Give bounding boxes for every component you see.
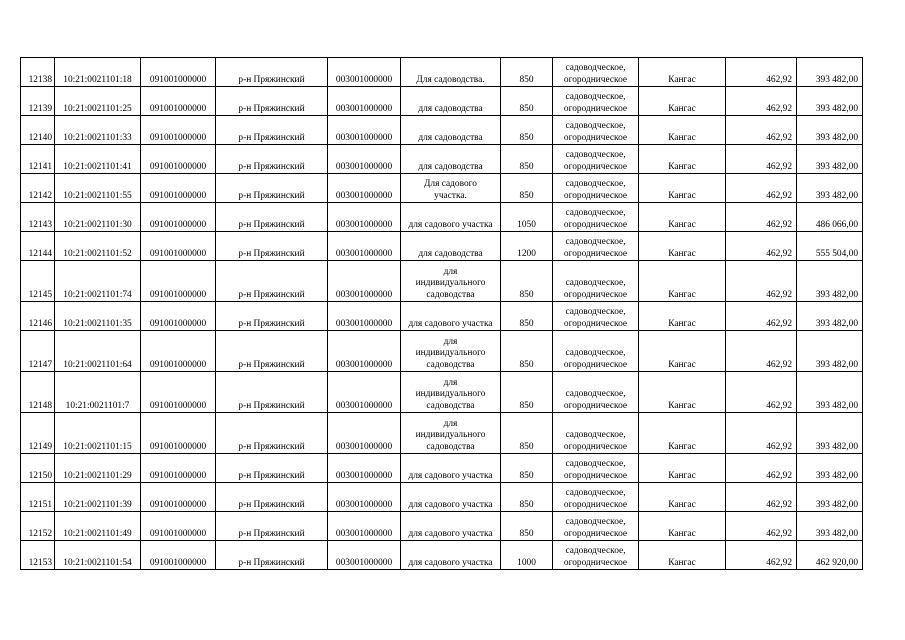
use-category-line: садоводческое, — [565, 389, 626, 399]
row-number: 12138 — [21, 58, 55, 87]
specific-value: 462,92 — [726, 331, 797, 372]
cadastral-number: 10:21:0021101:29 — [55, 454, 141, 483]
permitted-use-line: индивидуального — [415, 278, 486, 288]
okato-code: 091001000000 — [141, 203, 216, 232]
locality-name: Кангас — [639, 145, 726, 174]
table-row — [21, 413, 863, 454]
okato-code: 091001000000 — [141, 232, 216, 261]
district-name: р-н Пряжинский — [216, 203, 328, 232]
specific-value: 462,92 — [726, 58, 797, 87]
specific-value: 462,92 — [726, 261, 797, 302]
table-row — [21, 116, 863, 145]
cadastral-number: 10:21:0021101:25 — [55, 87, 141, 116]
district-name: р-н Пряжинский — [216, 87, 328, 116]
locality-name: Кангас — [639, 541, 726, 570]
okato-code: 091001000000 — [141, 58, 216, 87]
cadastral-number: 10:21:0021101:55 — [55, 174, 141, 203]
parcel-area: 850 — [501, 331, 553, 372]
cadastral-value: 393 482,00 — [797, 454, 863, 483]
permitted-use-line: садоводства — [426, 359, 475, 370]
row-number: 12144 — [21, 232, 55, 261]
use-category-line: садоводческое, — [565, 278, 626, 288]
cadastral-value: 462 920,00 — [797, 541, 863, 570]
locality-name: Кангас — [639, 203, 726, 232]
use-category-line: огородническое — [563, 359, 628, 370]
land-parcel-table — [20, 57, 863, 570]
specific-value: 462,92 — [726, 145, 797, 174]
use-category — [553, 541, 639, 570]
locality-name: Кангас — [639, 58, 726, 87]
cadastral-number: 10:21:0021101:64 — [55, 331, 141, 372]
permitted-use — [401, 232, 501, 261]
permitted-use-line: Для садового — [424, 179, 477, 189]
okato-code: 091001000000 — [141, 145, 216, 174]
cadastral-number: 10:21:0021101:54 — [55, 541, 141, 570]
permitted-use — [401, 145, 501, 174]
cadastral-number: 10:21:0021101:74 — [55, 261, 141, 302]
specific-value: 462,92 — [726, 302, 797, 331]
table-row — [21, 145, 863, 174]
cadastral-value: 393 482,00 — [797, 58, 863, 87]
table-row — [21, 541, 863, 570]
cadastral-value: 393 482,00 — [797, 116, 863, 145]
oktmo-code: 003001000000 — [328, 372, 401, 413]
cadastral-number: 10:21:0021101:30 — [55, 203, 141, 232]
permitted-use-line: Для садоводства. — [416, 74, 485, 85]
parcel-area: 850 — [501, 261, 553, 302]
permitted-use-line: для садового участка — [408, 219, 493, 230]
use-category-line: садоводческое, — [565, 517, 626, 527]
permitted-use-line: участка. — [434, 190, 467, 201]
table-row — [21, 203, 863, 232]
row-number: 12153 — [21, 541, 55, 570]
district-name: р-н Пряжинский — [216, 483, 328, 512]
cadastral-number: 10:21:0021101:49 — [55, 512, 141, 541]
okato-code: 091001000000 — [141, 372, 216, 413]
oktmo-code: 003001000000 — [328, 145, 401, 174]
use-category-line: садоводческое, — [565, 488, 626, 498]
cadastral-value: 486 066,00 — [797, 203, 863, 232]
permitted-use-line: индивидуального — [415, 389, 486, 399]
parcel-area: 850 — [501, 413, 553, 454]
row-number: 12142 — [21, 174, 55, 203]
okato-code: 091001000000 — [141, 413, 216, 454]
district-name: р-н Пряжинский — [216, 541, 328, 570]
row-number: 12147 — [21, 331, 55, 372]
permitted-use-line: для садового участка — [408, 499, 493, 510]
use-category-line: огородническое — [563, 441, 628, 452]
specific-value: 462,92 — [726, 512, 797, 541]
table-row — [21, 372, 863, 413]
use-category-line: садоводческое, — [565, 546, 626, 556]
oktmo-code: 003001000000 — [328, 483, 401, 512]
district-name: р-н Пряжинский — [216, 331, 328, 372]
oktmo-code: 003001000000 — [328, 413, 401, 454]
table-row — [21, 232, 863, 261]
use-category-line: садоводческое, — [565, 348, 626, 358]
oktmo-code: 003001000000 — [328, 512, 401, 541]
permitted-use-line: для садоводства — [418, 248, 483, 259]
permitted-use-line: садоводства — [426, 289, 475, 300]
oktmo-code: 003001000000 — [328, 541, 401, 570]
use-category-line: садоводческое, — [565, 459, 626, 469]
row-number: 12140 — [21, 116, 55, 145]
use-category-line: садоводческое, — [565, 430, 626, 440]
oktmo-code: 003001000000 — [328, 203, 401, 232]
use-category-line: огородническое — [563, 470, 628, 481]
district-name: р-н Пряжинский — [216, 302, 328, 331]
use-category-line: садоводческое, — [565, 121, 626, 131]
locality-name: Кангас — [639, 174, 726, 203]
use-category-line: садоводческое, — [565, 63, 626, 73]
district-name: р-н Пряжинский — [216, 413, 328, 454]
permitted-use — [401, 541, 501, 570]
permitted-use — [401, 203, 501, 232]
permitted-use — [401, 87, 501, 116]
use-category-line: огородническое — [563, 528, 628, 539]
okato-code: 091001000000 — [141, 454, 216, 483]
use-category — [553, 116, 639, 145]
locality-name: Кангас — [639, 512, 726, 541]
parcel-area: 1200 — [501, 232, 553, 261]
use-category-line: садоводческое, — [565, 208, 626, 218]
permitted-use-line: для садового участка — [408, 528, 493, 539]
okato-code: 091001000000 — [141, 174, 216, 203]
specific-value: 462,92 — [726, 483, 797, 512]
specific-value: 462,92 — [726, 116, 797, 145]
specific-value: 462,92 — [726, 541, 797, 570]
parcel-area: 850 — [501, 302, 553, 331]
permitted-use — [401, 512, 501, 541]
cadastral-number: 10:21:0021101:39 — [55, 483, 141, 512]
row-number: 12141 — [21, 145, 55, 174]
use-category-line: огородническое — [563, 74, 628, 85]
use-category — [553, 413, 639, 454]
row-number: 12150 — [21, 454, 55, 483]
specific-value: 462,92 — [726, 203, 797, 232]
oktmo-code: 003001000000 — [328, 116, 401, 145]
permitted-use-line: садоводства — [426, 400, 475, 411]
parcel-area: 850 — [501, 174, 553, 203]
table-row — [21, 483, 863, 512]
oktmo-code: 003001000000 — [328, 302, 401, 331]
use-category — [553, 261, 639, 302]
table-row — [21, 302, 863, 331]
okato-code: 091001000000 — [141, 331, 216, 372]
table-row — [21, 454, 863, 483]
use-category — [553, 145, 639, 174]
use-category — [553, 58, 639, 87]
use-category-line: огородническое — [563, 190, 628, 201]
row-number: 12148 — [21, 372, 55, 413]
use-category-line: огородническое — [563, 103, 628, 114]
oktmo-code: 003001000000 — [328, 331, 401, 372]
parcel-area: 850 — [501, 512, 553, 541]
specific-value: 462,92 — [726, 174, 797, 203]
okato-code: 091001000000 — [141, 512, 216, 541]
permitted-use-line: для — [443, 336, 458, 347]
okato-code: 091001000000 — [141, 541, 216, 570]
permitted-use — [401, 483, 501, 512]
permitted-use-line: индивидуального — [415, 430, 486, 440]
okato-code: 091001000000 — [141, 116, 216, 145]
use-category-line: огородническое — [563, 289, 628, 300]
oktmo-code: 003001000000 — [328, 58, 401, 87]
district-name: р-н Пряжинский — [216, 116, 328, 145]
permitted-use — [401, 372, 501, 413]
okato-code: 091001000000 — [141, 302, 216, 331]
specific-value: 462,92 — [726, 87, 797, 116]
okato-code: 091001000000 — [141, 261, 216, 302]
use-category-line: огородническое — [563, 557, 628, 568]
cadastral-number: 10:21:0021101:52 — [55, 232, 141, 261]
cadastral-value: 393 482,00 — [797, 512, 863, 541]
permitted-use — [401, 302, 501, 331]
use-category-line: садоводческое, — [565, 92, 626, 102]
cadastral-number: 10:21:0021101:7 — [55, 372, 141, 413]
table-row — [21, 58, 863, 87]
locality-name: Кангас — [639, 372, 726, 413]
parcel-area: 1000 — [501, 541, 553, 570]
row-number: 12139 — [21, 87, 55, 116]
cadastral-value: 393 482,00 — [797, 413, 863, 454]
oktmo-code: 003001000000 — [328, 174, 401, 203]
cadastral-number: 10:21:0021101:41 — [55, 145, 141, 174]
oktmo-code: 003001000000 — [328, 261, 401, 302]
use-category — [553, 454, 639, 483]
use-category-line: огородническое — [563, 132, 628, 143]
district-name: р-н Пряжинский — [216, 372, 328, 413]
cadastral-value: 393 482,00 — [797, 174, 863, 203]
oktmo-code: 003001000000 — [328, 87, 401, 116]
table-row — [21, 87, 863, 116]
use-category — [553, 512, 639, 541]
cadastral-value: 555 504,00 — [797, 232, 863, 261]
table-row — [21, 331, 863, 372]
use-category-line: огородническое — [563, 318, 628, 329]
permitted-use-line: для — [443, 418, 458, 429]
parcel-area: 1050 — [501, 203, 553, 232]
locality-name: Кангас — [639, 331, 726, 372]
use-category-line: садоводческое, — [565, 307, 626, 317]
locality-name: Кангас — [639, 261, 726, 302]
cadastral-value: 393 482,00 — [797, 302, 863, 331]
permitted-use-line: для — [443, 377, 458, 388]
okato-code: 091001000000 — [141, 87, 216, 116]
district-name: р-н Пряжинский — [216, 512, 328, 541]
locality-name: Кангас — [639, 232, 726, 261]
cadastral-value: 393 482,00 — [797, 145, 863, 174]
oktmo-code: 003001000000 — [328, 232, 401, 261]
locality-name: Кангас — [639, 302, 726, 331]
cadastral-number: 10:21:0021101:18 — [55, 58, 141, 87]
specific-value: 462,92 — [726, 232, 797, 261]
permitted-use-line: для садового участка — [408, 318, 493, 329]
cadastral-number: 10:21:0021101:15 — [55, 413, 141, 454]
locality-name: Кангас — [639, 116, 726, 145]
locality-name: Кангас — [639, 454, 726, 483]
row-number: 12151 — [21, 483, 55, 512]
permitted-use — [401, 174, 501, 203]
permitted-use — [401, 116, 501, 145]
use-category — [553, 232, 639, 261]
permitted-use-line: садоводства — [426, 441, 475, 452]
use-category-line: садоводческое, — [565, 150, 626, 160]
district-name: р-н Пряжинский — [216, 174, 328, 203]
row-number: 12152 — [21, 512, 55, 541]
permitted-use-line: индивидуального — [415, 348, 486, 358]
use-category-line: садоводческое, — [565, 179, 626, 189]
parcel-area: 850 — [501, 372, 553, 413]
use-category-line: огородническое — [563, 219, 628, 230]
cadastral-value: 393 482,00 — [797, 483, 863, 512]
cadastral-value: 393 482,00 — [797, 331, 863, 372]
parcel-area: 850 — [501, 116, 553, 145]
district-name: р-н Пряжинский — [216, 58, 328, 87]
use-category — [553, 174, 639, 203]
permitted-use-line: для садоводства — [418, 103, 483, 114]
permitted-use-line: для садового участка — [408, 470, 493, 481]
parcel-area: 850 — [501, 483, 553, 512]
row-number: 12145 — [21, 261, 55, 302]
permitted-use — [401, 454, 501, 483]
use-category-line: огородническое — [563, 248, 628, 259]
specific-value: 462,92 — [726, 454, 797, 483]
permitted-use-line: для — [443, 266, 458, 277]
row-number: 12143 — [21, 203, 55, 232]
district-name: р-н Пряжинский — [216, 454, 328, 483]
specific-value: 462,92 — [726, 413, 797, 454]
cadastral-value: 393 482,00 — [797, 372, 863, 413]
district-name: р-н Пряжинский — [216, 261, 328, 302]
district-name: р-н Пряжинский — [216, 145, 328, 174]
use-category — [553, 483, 639, 512]
locality-name: Кангас — [639, 87, 726, 116]
use-category — [553, 203, 639, 232]
parcel-area: 850 — [501, 145, 553, 174]
permitted-use — [401, 58, 501, 87]
table-row — [21, 174, 863, 203]
use-category-line: огородническое — [563, 400, 628, 411]
parcel-area: 850 — [501, 87, 553, 116]
use-category-line: огородническое — [563, 499, 628, 510]
use-category — [553, 372, 639, 413]
row-number: 12146 — [21, 302, 55, 331]
specific-value: 462,92 — [726, 372, 797, 413]
use-category-line: садоводческое, — [565, 237, 626, 247]
permitted-use-line: для садоводства — [418, 161, 483, 172]
permitted-use-line: для садового участка — [408, 557, 493, 568]
permitted-use — [401, 331, 501, 372]
okato-code: 091001000000 — [141, 483, 216, 512]
table-row — [21, 512, 863, 541]
oktmo-code: 003001000000 — [328, 454, 401, 483]
cadastral-value: 393 482,00 — [797, 87, 863, 116]
district-name: р-н Пряжинский — [216, 232, 328, 261]
permitted-use — [401, 261, 501, 302]
use-category — [553, 331, 639, 372]
cadastral-value: 393 482,00 — [797, 261, 863, 302]
row-number: 12149 — [21, 413, 55, 454]
use-category-line: огородническое — [563, 161, 628, 172]
permitted-use — [401, 413, 501, 454]
cadastral-number: 10:21:0021101:33 — [55, 116, 141, 145]
locality-name: Кангас — [639, 413, 726, 454]
use-category — [553, 302, 639, 331]
table-row — [21, 261, 863, 302]
cadastral-number: 10:21:0021101:35 — [55, 302, 141, 331]
use-category — [553, 87, 639, 116]
permitted-use-line: для садоводства — [418, 132, 483, 143]
parcel-area: 850 — [501, 454, 553, 483]
parcel-area: 850 — [501, 58, 553, 87]
locality-name: Кангас — [639, 483, 726, 512]
